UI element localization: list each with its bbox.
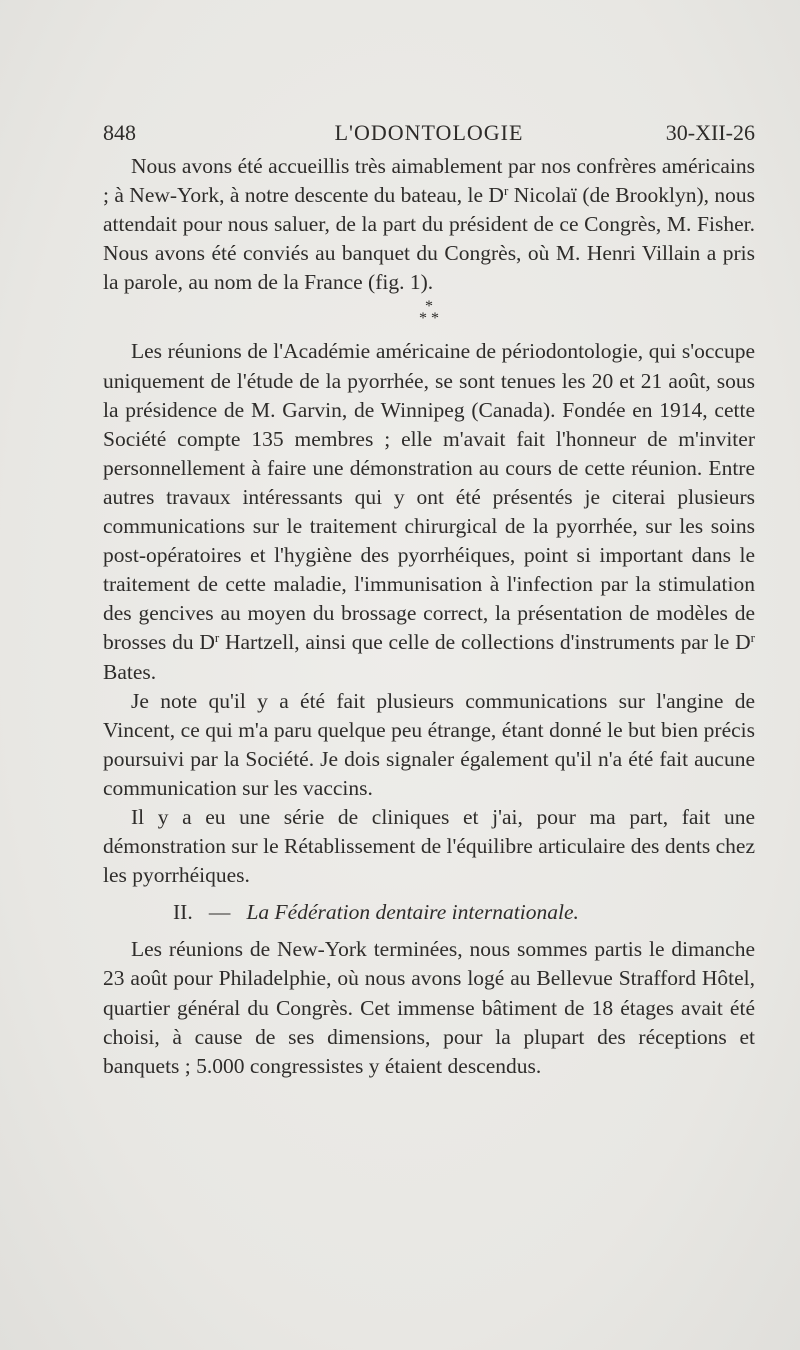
paragraph-2 [103,337,755,686]
paragraph-1-text-a: Nous avons été accueillis très aimablement par nos confrères américains ; à New-York, à notre descente du bateau, le D [103,154,755,208]
running-head [103,120,755,150]
paragraph-1 [103,152,755,297]
section-title: La Fédération dentaire internationale. [246,900,579,925]
superscript: r [503,183,509,199]
section-heading [103,898,755,927]
paragraph-5: Les réunions de New-York terminées, nous sommes partis le dimanche 23 août pour Philadelphie, où nous avons logé au Bellevue Strafford Hôtel, quartier général du Congrès. Cet immense bâtiment de 18 étages avait été choisi, à cause de ses dimensions, pour la plupart des réceptions et banquets ; 5.000 congressistes y étaient descendus. [103,937,755,1078]
page-number: 848 [103,120,136,145]
paragraph-2-text-b: Hartzell, ainsi que celle de collections d'instruments par le D [219,630,751,655]
journal-title: L'ODONTOLOGIE [334,120,524,145]
paragraph-2-text-c: Bates. [103,659,157,684]
section-dash: — [208,900,231,925]
paragraph-4: Il y a eu une série de cliniques et j'ai, pour ma part, fait une démonstration sur le Rétablissement de l'équilibre articulaire des dents chez les pyorrhéiques. [103,804,755,888]
paragraph-3: Je note qu'il y a été fait plusieurs communications sur l'angine de Vincent, ce qui m'a paru quelque peu étrange, étant donné le but bien précis poursuivi par la Société. Je dois signaler également qu'il n'a été fait aucune communication sur les vaccins. [103,688,755,800]
paragraph-2-text-a: Les réunions de l'Académie américaine de périodontologie, qui s'occupe uniquement de l'étude de la pyorrhée, se sont tenues les 20 et 21 août, sous la présidence de M. Garvin, de Winnipeg (Canada). Fondée en 1914, cette Société compte 135 membres ; elle m'avait fait l'honneur de m'inviter personnellement à faire une démonstration au cours de cette réunion. Entre autres travaux intéressants qui y ont été présentés je citerai plusieurs communications sur le traitement chirurgical de la pyorrhée, sur les soins post-opératoires et l'hygiène des pyorrhéiques, point si important dans le traitement de cette maladie, l'immunisation à l'infection par la stimulation des gencives au moyen du brossage correct, la présentation de modèles de brosses du D [103,339,755,655]
issue-date: 30-XII-26 [665,120,755,145]
paragraph-1-text-b: Nicolaï (de Brooklyn), nous attendait pour nous saluer, de la part du président de ce Congrès, M. Fisher. Nous avons été conviés au banquet du Congrès, où M. Henri Villain a pris la parole, au nom de la France (fig. 1). [103,183,755,295]
asterism-separator [103,297,755,337]
superscript: r [750,630,755,646]
asterism-bottom: * * [419,310,439,328]
article-body [103,152,755,1081]
superscript: r [214,630,220,646]
asterism-top: * [425,298,433,316]
section-number: II. [173,900,193,925]
